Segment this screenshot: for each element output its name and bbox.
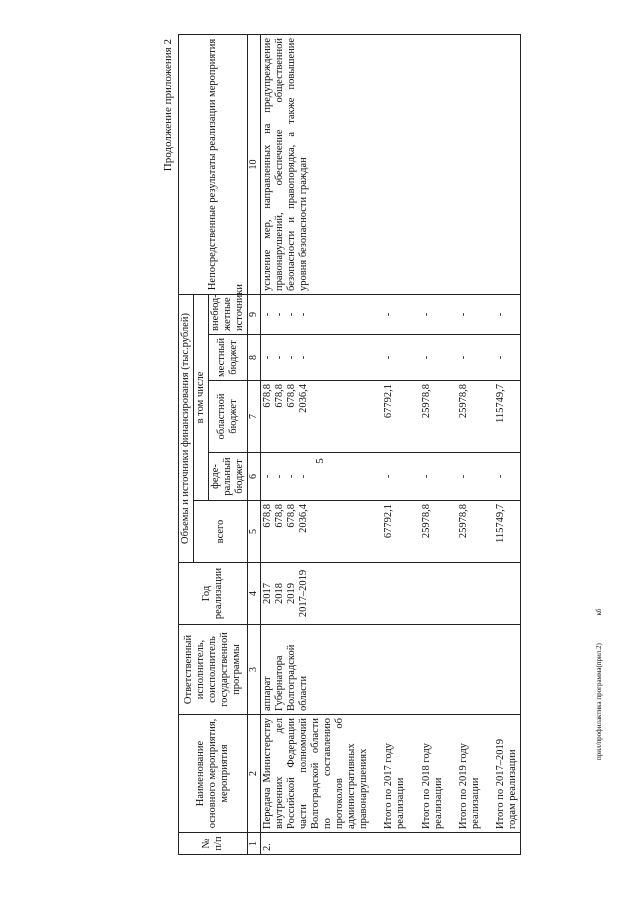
extra-cell — [260, 294, 371, 334]
total-label: Итого по 2017 году реализации — [371, 715, 408, 833]
federal-value: - — [409, 453, 446, 501]
extra-value: - — [483, 294, 521, 334]
local-value: - — [371, 335, 408, 381]
local-value: - — [261, 355, 273, 360]
total-value: 678,8 — [273, 504, 285, 528]
federal-value: - — [285, 474, 297, 479]
footer-initials: кб — [595, 608, 603, 616]
federal-value: - — [446, 453, 483, 501]
total-value: 25978,8 — [409, 501, 446, 563]
federal-value: - — [261, 474, 273, 479]
header-name: Наименование основного мероприятия, мероприятия — [179, 715, 248, 833]
column-number: 7 — [248, 381, 261, 453]
regional-cell — [260, 381, 371, 453]
years-cell — [260, 563, 371, 625]
program-table — [178, 34, 521, 855]
column-number: 6 — [248, 453, 261, 501]
extra-value: - — [285, 312, 297, 317]
federal-value: - — [483, 453, 521, 501]
header-results: Непосредственные результаты реализации мероприятия — [179, 34, 248, 294]
result-text: усиление мер, направленных на предупреждение правонарушений, обеспечение общественной безопасности и правопорядка, а также повышение уровня безопасности граждан — [260, 34, 371, 294]
extra-value: - — [273, 312, 285, 317]
local-cell — [260, 335, 371, 381]
total-row — [483, 34, 521, 854]
column-number: 10 — [248, 34, 261, 294]
column-number: 8 — [248, 335, 261, 381]
total-label: Итого по 2017–2019 годам реализации — [483, 715, 521, 833]
year: 2018 — [273, 583, 285, 604]
year: 2017 — [261, 583, 273, 604]
footer-file: прил/профилактика программа(прил.2) — [595, 643, 603, 760]
local-value: - — [483, 335, 521, 381]
total-value: 25978,8 — [446, 501, 483, 563]
regional-value: 678,8 — [261, 384, 273, 408]
total-value: 678,8 — [285, 504, 297, 528]
total-label: Итого по 2019 году реализации — [446, 715, 483, 833]
total-row — [371, 34, 408, 854]
total-value: 678,8 — [261, 504, 273, 528]
header-including: в том числе — [194, 294, 209, 500]
column-number: 3 — [248, 625, 261, 715]
regional-value: 2036,4 — [298, 384, 309, 413]
local-value: - — [273, 355, 285, 360]
regional-value: 25978,8 — [409, 381, 446, 453]
year: 2019 — [285, 583, 297, 604]
total-row — [409, 34, 446, 854]
column-number: 5 — [248, 501, 261, 563]
table-row — [260, 34, 371, 854]
federal-value: - — [371, 453, 408, 501]
total-value: 115749,7 — [483, 501, 521, 563]
header-regional: областной бюджет — [209, 381, 248, 453]
local-value: - — [409, 335, 446, 381]
header-total: всего — [194, 501, 248, 563]
regional-value: 67792,1 — [371, 381, 408, 453]
extra-value: - — [261, 312, 273, 317]
executor: аппарат Губернатора Волгоградской области — [260, 625, 371, 715]
total-row — [446, 34, 483, 854]
header-num: № п/п — [179, 833, 248, 855]
year: 2017–2019 — [298, 569, 309, 618]
regional-value: 678,8 — [285, 384, 297, 408]
header-extra: внебюд-жетные источники — [209, 294, 248, 334]
row-number: 2. — [260, 833, 371, 855]
total-label: Итого по 2018 году реализации — [409, 715, 446, 833]
regional-value: 678,8 — [273, 384, 285, 408]
header-year: Год реализации — [179, 563, 248, 625]
page-number: 5 — [313, 458, 326, 464]
measure-name: Передача Министерству внутренних дел Российской Федерации части полномочий Волгоградской области по составлению протоколов об административных правонарушениях — [260, 715, 371, 833]
local-value: - — [446, 335, 483, 381]
total-value: 2036,4 — [298, 504, 309, 533]
column-number: 9 — [248, 294, 261, 334]
local-value: - — [298, 355, 309, 360]
local-value: - — [285, 355, 297, 360]
federal-value: - — [298, 474, 309, 479]
header-executor: Ответственный исполнитель, соисполнитель государственной программы — [179, 625, 248, 715]
total-value: 67792,1 — [371, 501, 408, 563]
rotated-page-content — [160, 35, 630, 855]
regional-value: 25978,8 — [446, 381, 483, 453]
federal-value: - — [273, 474, 285, 479]
column-number: 2 — [248, 715, 261, 833]
regional-value: 115749,7 — [483, 381, 521, 453]
header-federal: феде-ральный бюджет — [209, 453, 248, 501]
header-funding-group: Объемы и источники финансирования (тыс.рублей) — [179, 294, 194, 562]
total-cell — [260, 501, 371, 563]
extra-value: - — [446, 294, 483, 334]
extra-value: - — [371, 294, 408, 334]
column-number: 1 — [248, 833, 261, 855]
continuation-title: Продолжение приложения 2 — [162, 39, 174, 172]
header-local: местный бюджет — [209, 335, 248, 381]
extra-value: - — [298, 312, 309, 317]
federal-cell — [260, 453, 371, 501]
column-number: 4 — [248, 563, 261, 625]
extra-value: - — [409, 294, 446, 334]
